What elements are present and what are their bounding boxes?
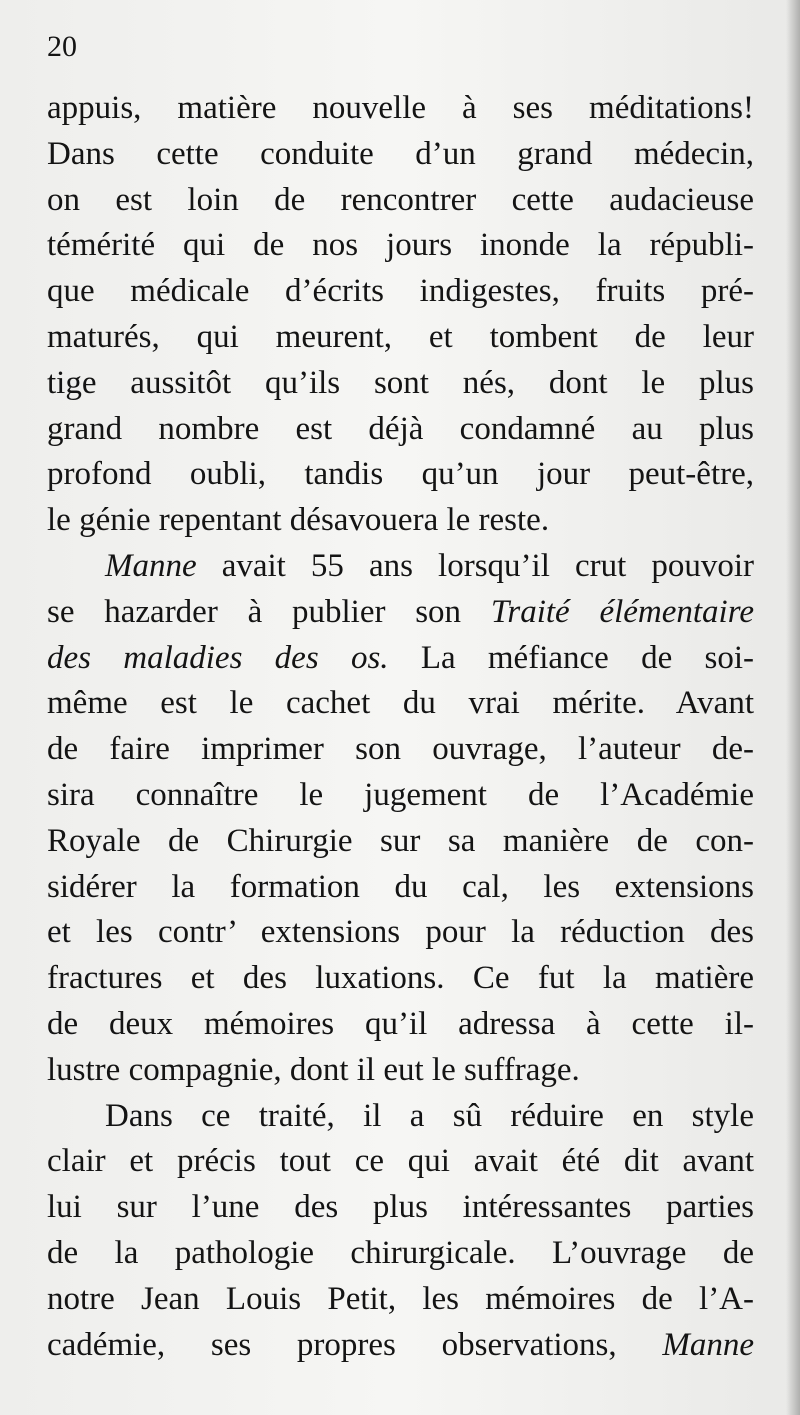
text-line [47,269,754,315]
text-segment: on est loin de rencontrer cette audacieuse [47,181,754,218]
text-line [47,1277,754,1323]
italic-text: Manne [105,547,197,584]
text-line [47,498,754,544]
text-segment: que médicale d’écrits indigestes, fruits pré- [47,273,754,310]
text-line [47,1185,754,1231]
text-segment: lui sur l’une des plus intéressantes parties [47,1189,754,1226]
text-line [47,910,754,956]
text-line [47,315,754,361]
text-segment: maturés, qui meurent, et tombent de leur [47,318,754,355]
text-segment: et les contr’ extensions pour la réduction des [47,914,754,951]
text-line [47,1323,754,1369]
text-segment: sira connaître le jugement de l’Académie [47,776,754,813]
text-line [47,452,754,498]
text-line [47,1139,754,1185]
text-line [47,1048,754,1094]
text-segment: avait 55 ans lorsqu’il crut pouvoir [196,547,754,584]
text-line [47,773,754,819]
text-line [47,223,754,269]
text-line [47,407,754,453]
text-line [47,178,754,224]
text-line [47,544,754,590]
paragraph [47,1094,754,1369]
text-segment: profond oubli, tandis qu’un jour peut-être, [47,456,754,493]
text-line [47,132,754,178]
text-body [47,86,754,1368]
page-edge-shadow [786,0,800,1415]
text-segment: Dans cette conduite d’un grand médecin, [47,135,754,172]
text-segment: de la pathologie chirurgicale. L’ouvrage de [47,1234,754,1271]
text-line [47,636,754,682]
text-segment: même est le cachet du vrai mérite. Avant [47,685,754,722]
page-number: 20 [47,30,77,63]
text-segment: La méfiance de soi- [388,639,754,676]
text-line [47,819,754,865]
text-line [47,361,754,407]
text-line [47,727,754,773]
text-segment: fractures et des luxations. Ce fut la matière [47,960,754,997]
italic-text: des maladies des os. [47,639,389,676]
text-segment: Royale de Chirurgie sur sa manière de con- [47,822,754,859]
text-segment: cadémie, ses propres observations, [47,1326,663,1363]
text-segment: clair et précis tout ce qui avait été dit avant [47,1143,754,1180]
text-line [47,590,754,636]
text-line [47,681,754,727]
text-line [47,1231,754,1277]
text-segment: Dans ce traité, il a sû réduire en style [105,1097,754,1134]
text-line [47,86,754,132]
text-segment: de faire imprimer son ouvrage, l’auteur de- [47,731,754,768]
text-segment: se hazarder à publier son [47,593,491,630]
text-segment: sidérer la formation du cal, les extensions [47,868,754,905]
text-line [47,956,754,1002]
text-segment: témérité qui de nos jours inonde la républi- [47,227,754,264]
text-segment: appuis, matière nouvelle à ses méditations! [47,90,754,126]
text-segment: le génie repentant désavouera le reste. [47,502,550,539]
text-line [47,865,754,911]
text-segment: notre Jean Louis Petit, les mémoires de l’A- [47,1280,754,1317]
text-segment: tige aussitôt qu’ils sont nés, dont le plus [47,364,754,401]
paragraph [47,86,754,544]
italic-text: Traité élémentaire [490,593,754,630]
text-line [47,1094,754,1140]
text-segment: lustre compagnie, dont il eut le suffrage. [47,1051,580,1088]
italic-text: Manne [662,1326,754,1363]
paragraph [47,544,754,1094]
text-line [47,1002,754,1048]
text-segment: grand nombre est déjà condamné au plus [47,410,754,447]
text-segment: de deux mémoires qu’il adressa à cette il- [47,1005,754,1042]
